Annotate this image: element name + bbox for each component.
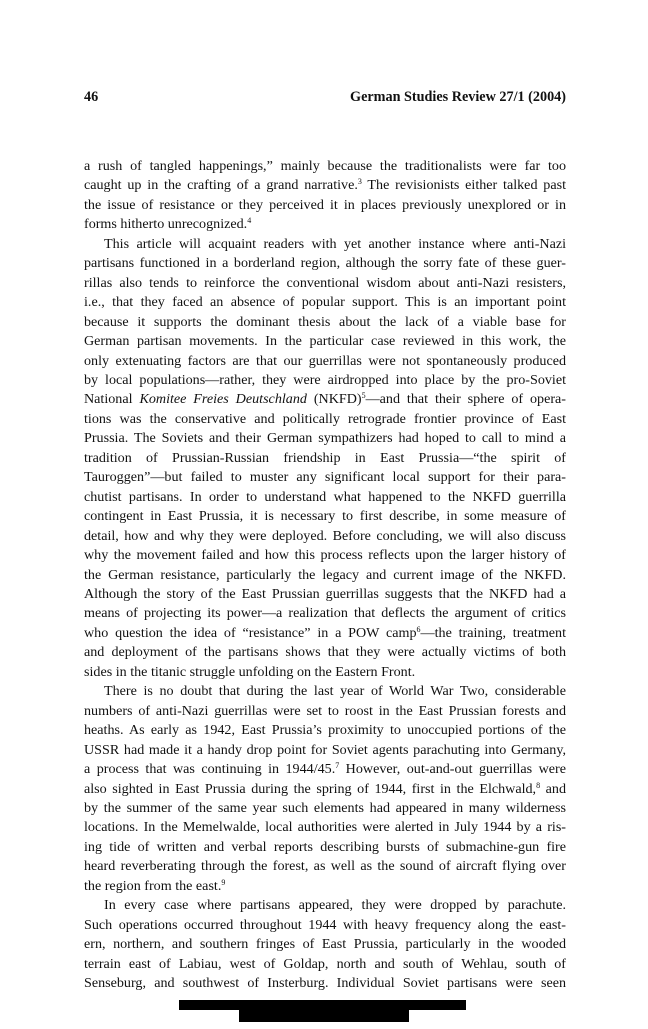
text-line: partisans functioned in a borderland region, although the sorry fate of these guer- <box>84 255 566 272</box>
footer-redaction-bar-lower <box>239 1010 409 1022</box>
text-line: caught up in the crafting of a grand narrative.$^3$ The revisionists either talked past <box>84 177 567 194</box>
text-line: by the summer of the same year such elements had appeared in many wilderness <box>84 799 566 816</box>
text-line: terrain east of Labiau, west of Goldap, north and south of Wehlau, south of <box>84 955 566 972</box>
text-line: Such operations occurred throughout 1944 with heavy frequency along the east- <box>84 916 566 933</box>
running-head: German Studies Review 27/1 (2004) <box>350 89 566 105</box>
text-line: a process that was continuing in 1944/45.$^7$ However, out-and-out guerrillas were <box>84 761 566 778</box>
footnote-marker: 4 <box>247 216 252 226</box>
paragraph-2 <box>84 235 566 682</box>
text-line: ing tide of written and verbal reports describing bursts of submachine-gun fire <box>84 838 566 855</box>
text-line: why the movement failed and how this process reflects upon the larger history of <box>84 547 566 564</box>
text-line: locations. In the Memelwalde, local authorities were alerted in July 1944 by a ris- <box>84 819 566 836</box>
paragraph-1 <box>84 157 566 235</box>
text-line: a rush of tangled happenings,” mainly because the traditionalists were far too <box>84 158 566 174</box>
text-line: heard reverberating through the forest, as well as the sound of aircraft flying over <box>84 858 566 875</box>
text-line: In every case where partisans appeared, they were dropped by parachute. <box>104 897 566 914</box>
text-line: tradition of Prussian-Russian friendship in East Prussia—“the spirit of <box>84 449 566 466</box>
text-line: heaths. As early as 1942, East Prussia’s proximity to unoccupied portions of the <box>84 722 566 739</box>
text-line: numbers of anti-Nazi guerrillas were set to roost in the East Prussian forests and <box>84 702 566 719</box>
paragraph-4 <box>84 896 566 993</box>
text-line: This article will acquaint readers with yet another instance where anti-Nazi <box>104 235 566 252</box>
paragraph-3 <box>84 682 566 896</box>
text-line: National Komitee Freies Deutschland (NKFD)$^5$—and that their sphere of opera- <box>84 391 566 408</box>
text-line: There is no doubt that during the last year of World War Two, considerable <box>104 683 566 700</box>
text-line: the region from the east.$^9$ <box>84 877 226 894</box>
text-line: tions was the conservative and politically retrograde frontier province of East <box>84 410 566 427</box>
text-line: means of projecting its power—a realization that deflects the argument of critics <box>84 605 566 622</box>
page-number: 46 <box>84 89 99 105</box>
page-header <box>84 89 566 109</box>
text-line: sides in the titanic struggle unfolding on the Eastern Front. <box>84 663 416 680</box>
text-line: the issue of resistance or they perceived it in places previously unexplored or in <box>84 196 566 213</box>
text-line: by local populations—rather, they were airdropped into place by the pro-Soviet <box>84 371 566 388</box>
text-line: German partisan movements. In the particular case reviewed in this work, the <box>84 333 566 350</box>
footnote-marker: 8 <box>536 780 541 790</box>
footnote-marker: 6 <box>416 624 421 634</box>
footer-redaction-bar <box>179 1000 466 1010</box>
text-line: detail, how and why they were deployed. Before concluding, we will also discuss <box>84 527 566 544</box>
text-line: Although the story of the East Prussian guerrillas suggests that the NKFD had a <box>84 585 566 602</box>
text-line: Senseburg, and southwest of Insterburg. Individual Soviet partisans were seen <box>84 975 566 992</box>
text-line: rillas also tends to reinforce the conventional wisdom about anti-Nazi resisters, <box>84 274 566 291</box>
text-line: the German resistance, particularly the legacy and current image of the NKFD. <box>84 566 566 583</box>
text-line: chutist partisans. In order to understand what happened to the NKFD guerrilla <box>84 488 566 505</box>
text-line: USSR had made it a handy drop point for Soviet agents parachuting into Germany, <box>84 741 566 758</box>
footnote-marker: 9 <box>221 877 226 887</box>
organization-name: Komitee Freies Deutschland <box>139 391 307 408</box>
text-line: also sighted in East Prussia during the spring of 1944, first in the Elchwald,$^8$ and <box>84 780 566 797</box>
text-line: because it supports the dominant thesis about the lack of a viable base for <box>84 313 566 330</box>
footnote-marker: 7 <box>335 761 340 771</box>
text-line: i.e., that they faced an absence of popular support. This is an important point <box>84 294 566 311</box>
text-line: forms hitherto unrecognized.$^4$ <box>84 216 252 233</box>
footnote-marker: 5 <box>361 391 366 401</box>
text-line: contingent in East Prussia, it is necessary to first describe, in some measure of <box>84 508 566 525</box>
text-line: who question the idea of “resistance” in a POW camp$^6$—the training, treatment <box>84 624 566 641</box>
text-line: ern, northern, and southern fringes of East Prussia, particularly in the wooded <box>84 936 566 953</box>
text-line: and deployment of the partisans shows that they were actually victims of both <box>84 644 566 661</box>
footnote-marker: 3 <box>357 177 362 187</box>
text-line: Tauroggen”—but failed to muster any significant local support for their para- <box>84 469 566 486</box>
text-line: only extenuating factors are that our guerrillas were not spontaneously produced <box>84 352 566 369</box>
text-line: Prussia. The Soviets and their German sympathizers had hoped to call to mind a <box>84 430 566 447</box>
article-body <box>84 157 566 993</box>
